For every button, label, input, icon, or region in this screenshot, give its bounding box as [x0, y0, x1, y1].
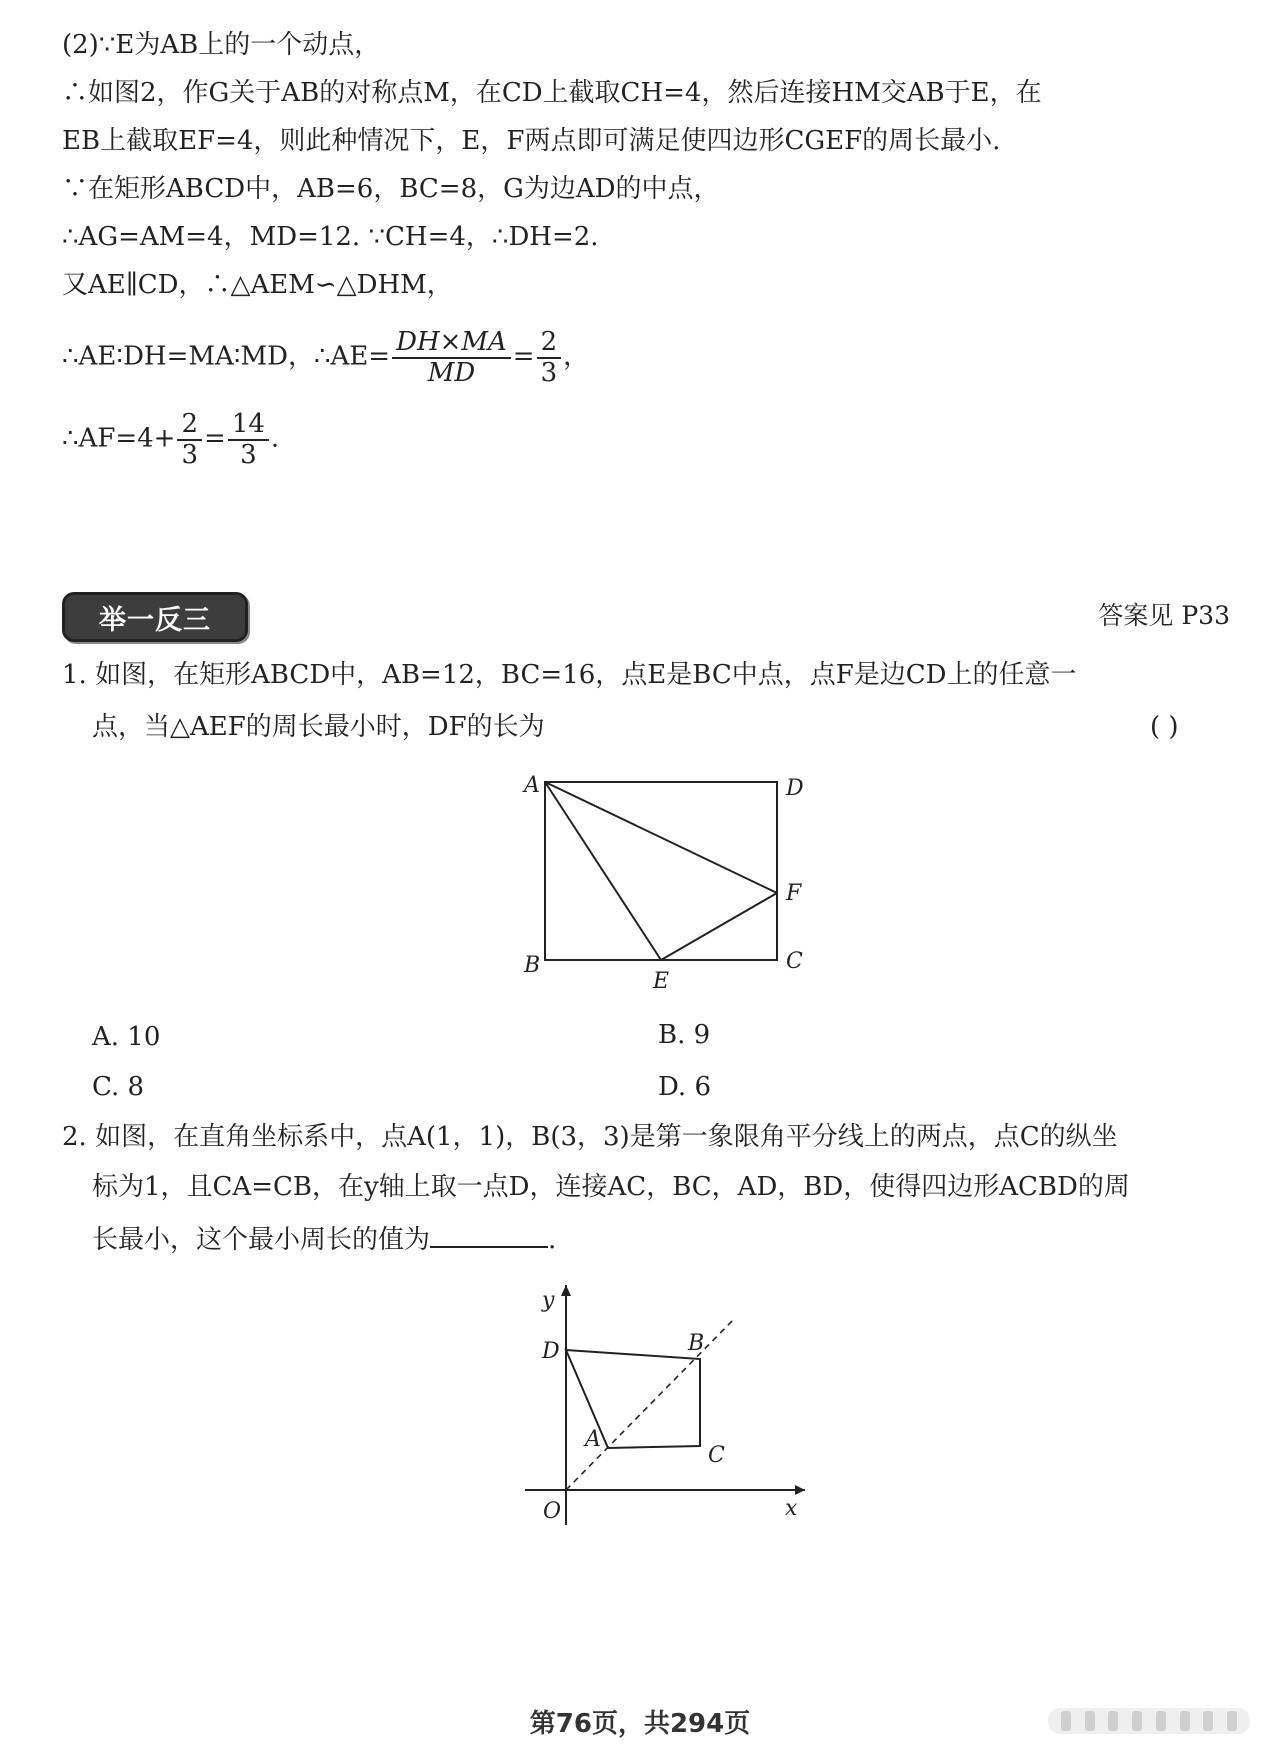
line7-suffix: ，: [563, 341, 590, 372]
q1-line-1: 1. 如图，在矩形ABCD中，AB=12，BC=16，点E是BC中点，点F是边CD上的任意一: [62, 660, 1077, 690]
fraction-denominator: MD: [427, 357, 476, 388]
label-c: C: [786, 949, 803, 974]
q2-line-3-text: 长最小，这个最小周长的值为: [92, 1225, 431, 1255]
equals-sign: =: [204, 423, 226, 454]
scroll-tick: [1132, 1711, 1142, 1731]
scroll-tick: [1061, 1711, 1071, 1731]
fraction-numerator: 14: [228, 410, 269, 441]
y-axis-arrow-icon: [561, 1285, 571, 1296]
fraction-numerator: DH×MA: [392, 328, 511, 359]
rectangle-abcd: [545, 782, 777, 960]
label-f: F: [786, 881, 802, 906]
label-b: B: [524, 953, 541, 978]
label-y: y: [542, 1288, 555, 1313]
label-d: D: [786, 776, 804, 801]
fraction-denominator: 3: [540, 357, 558, 388]
label-x: x: [785, 1496, 798, 1521]
scroll-tick: [1203, 1711, 1213, 1731]
scroll-tick: [1108, 1711, 1118, 1731]
q2-line-3: [92, 1222, 556, 1256]
label-c: C: [708, 1443, 725, 1468]
scroll-tick: [1085, 1711, 1095, 1731]
label-a: A: [585, 1427, 601, 1452]
solution-line-1: (2)∵E为AB上的一个动点，: [62, 30, 381, 60]
line7-prefix: ∴AE∶DH=MA∶MD，∴AE=: [62, 341, 391, 372]
q1-line-2: 点，当△AEF的周长最小时，DF的长为: [92, 712, 545, 742]
page-scrollbar[interactable]: [1048, 1708, 1250, 1734]
scroll-tick: [1156, 1711, 1166, 1731]
solution-line-2: ∴如图2，作G关于AB的对称点M，在CD上截取CH=4，然后连接HM交AB于E，在: [62, 78, 1042, 108]
equals-sign: =: [512, 341, 535, 372]
fraction-denominator: 3: [240, 439, 257, 470]
fraction-denominator: 3: [181, 439, 199, 470]
solution-line-6: 又AE∥CD，∴△AEM∽△DHM，: [62, 270, 453, 300]
line8-suffix: .: [270, 423, 280, 454]
solution-line-4: ∵在矩形ABCD中，AB=6，BC=8，G为边AD的中点，: [62, 174, 720, 204]
answer-reference: 答案见 P33: [1098, 601, 1230, 630]
page-indicator: 第76页，共294页: [529, 1709, 751, 1739]
q1-answer-paren: ( ): [1150, 712, 1179, 742]
q1-option-c: C. 8: [92, 1072, 145, 1102]
x-axis-arrow-icon: [795, 1485, 805, 1495]
segment-ef: [661, 893, 777, 960]
fraction-numerator: 2: [177, 410, 202, 441]
scroll-tick: [1227, 1711, 1237, 1731]
answer-blank[interactable]: [430, 1222, 548, 1248]
fraction-numerator: 2: [537, 328, 562, 359]
line8-prefix: ∴AF=4+: [62, 423, 176, 454]
label-a: A: [524, 773, 540, 798]
section-tag: 举一反三: [62, 592, 248, 642]
q2-line-3-end: .: [548, 1225, 557, 1255]
label-e: E: [653, 969, 670, 994]
segment-af: [545, 782, 777, 893]
q1-option-b: B. 9: [658, 1020, 711, 1050]
label-o: O: [543, 1499, 562, 1524]
q1-option-a: A. 10: [92, 1022, 161, 1052]
scroll-tick: [1180, 1711, 1190, 1731]
label-b: B: [688, 1331, 705, 1356]
label-d: D: [542, 1339, 560, 1364]
solution-line-3: EB上截取EF=4，则此种情况下，E，F两点即可满足使四边形CGEF的周长最小.: [62, 126, 1001, 156]
q2-line-1: 2. 如图，在直角坐标系中，点A(1，1)，B(3，3)是第一象限角平分线上的两点，点C的纵坐: [62, 1122, 1118, 1152]
solution-line-5: ∴AG=AM=4，MD=12. ∵CH=4，∴DH=2.: [62, 222, 599, 252]
q1-option-d: D. 6: [658, 1072, 711, 1102]
q2-line-2: 标为1，且CA=CB，在y轴上取一点D，连接AC，BC，AD，BD，使得四边形ACBD的周: [92, 1172, 1130, 1202]
